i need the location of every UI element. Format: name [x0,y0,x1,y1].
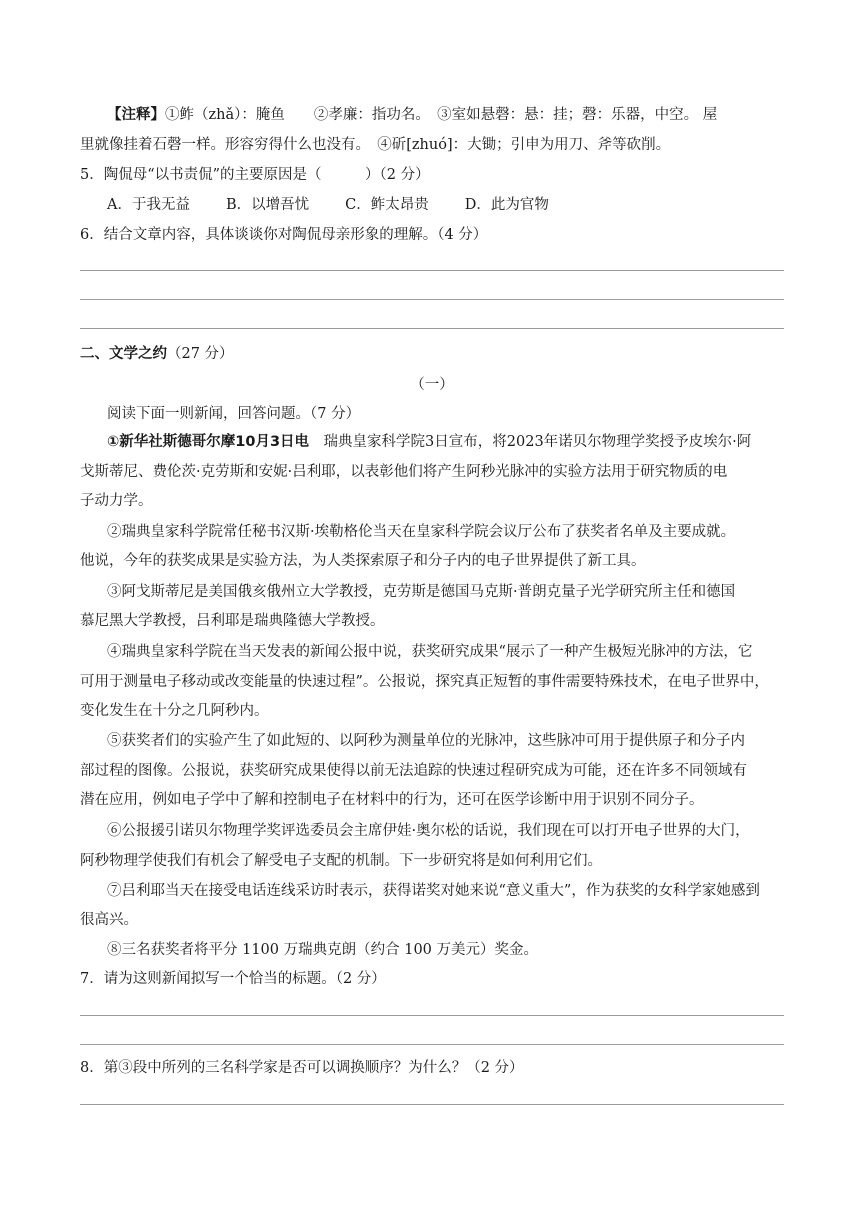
news-paragraph-7: ⑦吕利耶当天在接受电话连线采访时表示，获得诺奖对她来说“意义重大”，作为获奖的女科学家她感到 [107,883,760,899]
section-2-title: 二、文学之约 [80,346,167,362]
news-paragraph-1-line: 戈斯蒂尼、费伦茨·克劳斯和安妮·吕利耶，以表彰他们将产生阿秒光脉冲的实验方法用于研究物质的电 [80,464,728,480]
answer-line[interactable] [80,1044,784,1045]
news-paragraph-7-line: 很高兴。 [80,912,138,928]
question-6: 6．结合文章内容，具体谈谈你对陶侃母亲形象的理解。（4 分） [80,227,488,243]
section-2-score: （27 分） [167,346,234,362]
answer-line[interactable] [80,328,784,329]
news-dateline: ①新华社斯德哥尔摩10月3日电 [107,434,310,450]
section-2-heading [80,344,792,364]
news-paragraph-5: ⑤获奖者们的实验产生了如此短的、以阿秒为测量单位的光脉冲，这些脉冲可用于提供原子和分子内 [107,733,745,749]
option-a: A．于我无益 [107,197,190,213]
news-paragraph-5-line: 潜在应用，例如电子学中了解和控制电子在材料中的行为，还可在医学诊断中用于识别不同分子。 [80,792,704,808]
news-paragraph-4: ④瑞典皇家科学院在当天发表的新闻公报中说，获奖研究成果“展示了一种产生极短光脉冲的方法，它 [107,644,753,660]
answer-line[interactable] [80,1104,784,1105]
news-paragraph-5-line: 部过程的图像。公报说，获奖研究成果使得以前无法追踪的快速过程研究成为可能，还在许多不同领域有 [80,763,747,779]
answer-line[interactable] [80,1015,784,1016]
annotation-line-2: 里就像挂着石磬一样。形容穷得什么也没有。 ④斫[zhuó]：大锄；引申为用刀、斧等砍削。 [80,137,671,153]
answer-line[interactable] [80,270,784,271]
reading-instruction: 阅读下面一则新闻，回答问题。（7 分） [107,406,361,422]
annotation-label: 【注释】 [107,107,165,123]
news-paragraph-4-line: 可用于测量电子移动或改变能量的快速过程”。公报说，探究真正短暂的事件需要特殊技术，在电子世界中， [80,674,769,690]
option-b: B．以增吾忧 [225,197,310,213]
news-paragraph-6: ⑥公报援引诺贝尔物理学奖评选委员会主席伊娃·奥尔松的话说，我们现在可以打开电子世界的大门， [107,823,750,839]
option-c: C．鲊太昂贵 [345,197,429,213]
question-8: 8．第③段中所列的三名科学家是否可以调换顺序？为什么？（2 分） [80,1060,524,1076]
news-paragraph-1-line: 子动力学。 [80,493,153,509]
news-paragraph-3: ③阿戈斯蒂尼是美国俄亥俄州立大学教授，克劳斯是德国马克斯·普朗克量子光学研究所主任和德国 [107,584,736,600]
news-paragraph-4-line: 变化发生在十分之几阿秒内。 [80,703,269,719]
option-d: D．此为官物 [464,197,549,213]
question-5-options [107,195,792,215]
annotation-line-1: 【注释】①鲊（zhǎ）：腌鱼 ②孝廉：指功名。 ③室如悬磬：悬：挂；磬：乐器，中空。 屋 [107,107,718,123]
question-5: 5．陶侃母“以书责侃”的主要原因是（ ）（2 分） [80,167,430,183]
news-paragraph-1: ①新华社斯德哥尔摩10月3日电 瑞典皇家科学院3日宣布，将2023年诺贝尔物理学奖授予皮埃尔·阿 [107,434,752,450]
news-paragraph-3-line: 慕尼黑大学教授，吕利耶是瑞典隆德大学教授。 [80,613,385,629]
answer-line[interactable] [80,299,784,300]
news-paragraph-6-line: 阿秒物理学使我们有机会了解受电子支配的机制。下一步研究将是如何利用它们。 [80,853,602,869]
subsection-number: （一） [410,377,454,393]
news-paragraph-2: ②瑞典皇家科学院常任秘书汉斯·埃勒格伦当天在皇家科学院会议厅公布了获奖者名单及主要成就。 [107,524,736,540]
news-paragraph-2-line: 他说，今年的获奖成果是实验方法，为人类探索原子和分子内的电子世界提供了新工具。 [80,553,646,569]
news-paragraph-8: ⑧三名获奖者将平分 1100 万瑞典克朗（约合 100 万美元）奖金。 [107,942,539,958]
question-7: 7．请为这则新闻拟写一个恰当的标题。（2 分） [80,971,386,987]
